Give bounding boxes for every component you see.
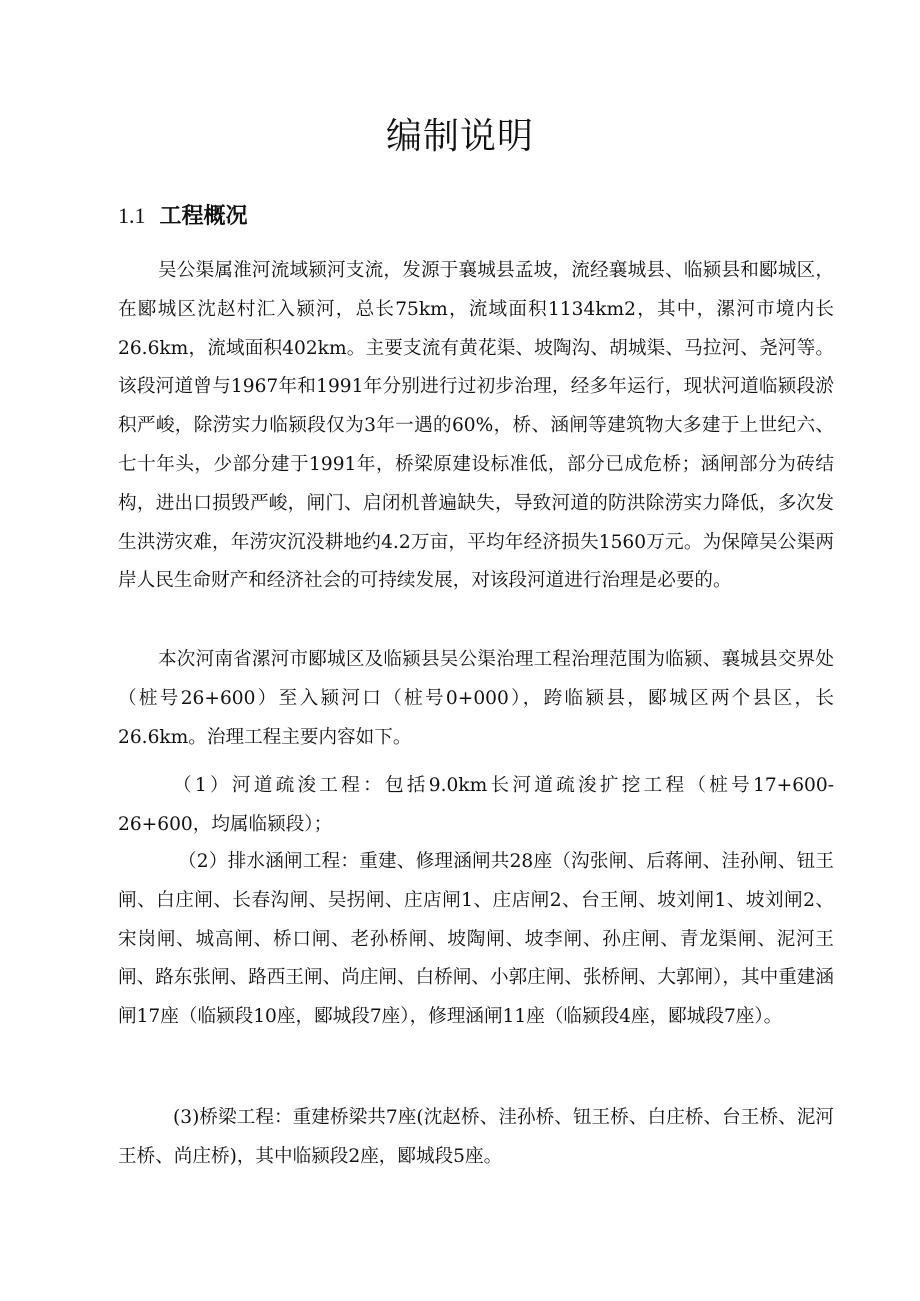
paragraph-project-background: 吴公渠属淮河流域颍河支流，发源于襄城县孟坡，流经襄城县、临颍县和郾城区，在郾城区沈赵村汇入颍河，总长75km，流域面积1134km2，其中，漯河市境内长26.6km，流域面积402km。主要支流有黄花渠、坡陶沟、胡城渠、马拉河、尧河等。该段河道曾与1967年和1991年分别进行过初步治理，经多年运行，现状河道临颍段淤积严峻，除涝实力临颍段仅为3年一遇的60%，桥、涵闸等建筑物大多建于上世纪六、七十年头，少部分建于1991年，桥梁原建设标准低，部分已成危桥；涵闸部分为砖结构，进出口损毁严峻，闸门、启闭机普遍缺失，导致河道的防洪除涝实力降低，多次发生洪涝灾难，年涝灾沉没耕地约4.2万亩，平均年经济损失1560万元。为保障吴公渠两岸人民生命财产和经济社会的可持续发展，对该段河道进行治理是必要的。	[118, 260, 834, 592]
section-title: 工程概况	[159, 204, 248, 229]
section-number: 1.1	[118, 203, 146, 228]
page-title: 编制说明	[385, 116, 534, 157]
paragraph-item-sluices: （2）排水涵闸工程：重建、修理涵闸共28座（沟张闸、后蒋闸、洼孙闸、钮王闸、白庄闸、长春沟闸、吴拐闸、庄店闸1、庄店闸2、台王闸、坡刘闸1、坡刘闸2、宋岗闸、城高闸、桥口闸、老孙桥闸、坡陶闸、坡李闸、孙庄闸、青龙渠闸、泥河王闸、路东张闸、路西王闸、尚庄闸、白桥闸、小郭庄闸、张桥闸、大郭闸），其中重建涵闸17座（临颍段10座，郾城段7座），修理涵闸11座（临颍段4座，郾城段7座）。	[118, 851, 834, 1028]
paragraph-item-bridges: (3)桥梁工程：重建桥梁共7座(沈赵桥、洼孙桥、钮王桥、白庄桥、台王桥、泥河王桥、尚庄桥)，其中临颍段2座，郾城段5座。	[118, 1107, 834, 1167]
paragraph-item-dredging: （1）河道疏浚工程：包括9.0km长河道疏浚扩挖工程（桩号17+600-26+600，均属临颍段）；	[118, 775, 834, 835]
section-heading	[118, 199, 248, 234]
paragraph-treatment-scope: 本次河南省漯河市郾城区及临颍县吴公渠治理工程治理范围为临颍、襄城县交界处（桩号26+600）至入颍河口（桩号0+000），跨临颍县，郾城区两个县区，长26.6km。治理工程主要内容如下。	[118, 649, 834, 748]
